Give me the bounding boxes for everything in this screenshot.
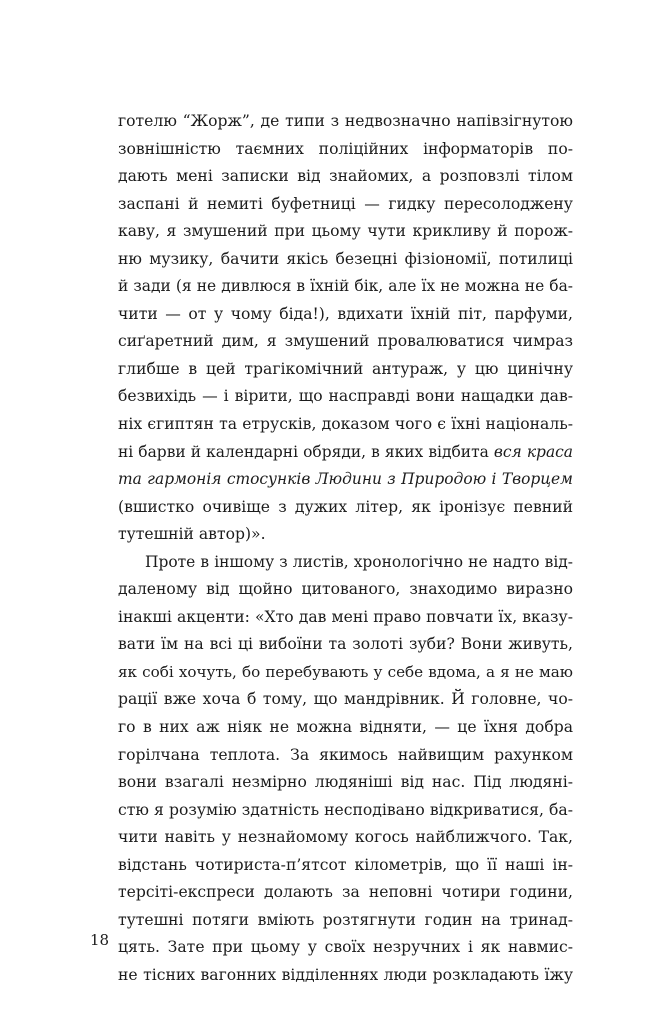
text-line [118,356,573,384]
text-run: як собі хочуть, бо перебувають у себе вдома, а я не маю [118,662,573,681]
text-run: зовнішністю таємних поліційних інформаторів по- [118,139,573,158]
text-run: горілчана теплота. За якимось найвищим рахунком [118,745,573,764]
text-run: ні барви й календарні обряди, в яких відбита [118,442,494,461]
text-line [118,411,573,439]
text-run: тутешній автор)». [118,525,266,544]
text-line [118,797,573,825]
text-line [118,383,573,411]
text-run: безвихідь — і вірити, що насправді вони нащадки дав- [118,387,573,406]
text-line [118,659,573,687]
text-line [118,852,573,880]
text-line [118,191,573,219]
text-run: ню музику, бачити якісь безецні фізіономії, потилиці [118,249,573,268]
text-line [118,934,573,962]
text-run: даленому від щойно цитованого, знаходимо виразно [118,580,573,599]
text-run: Проте в іншому з листів, хронологічно не надто від- [145,552,573,571]
text-run: тутешні потяги вміють розтягнути годин на тринад- [118,910,573,929]
page-number: 18 [90,931,110,949]
text-run: стю я розумію здатність несподівано відкриватися, ба- [118,800,573,819]
text-line [118,466,573,494]
italic-text-run: вся краса [493,442,573,461]
text-run: чити навіть у незнайомому когось найближчого. Так, [118,828,573,847]
text-run: сиґаретний дим, я змушений провалюватися чимраз [118,332,573,351]
text-run: го в них аж ніяк не можна відняти, — це їхня добра [118,718,573,737]
text-line [118,108,573,136]
italic-text-run: та гармонія стосунків Людини з Природою і Творцем [118,470,573,489]
text-run: дають мені записки від знайомих, а розповзлі тілом [118,167,573,186]
text-line [118,439,573,467]
text-line [118,907,573,935]
text-run: (вшистко очивіще з дужих літер, як іронізує певний [118,497,573,516]
text-run: цять. Зате при цьому у своїх незручних і як навмис- [118,938,573,957]
text-line [118,218,573,246]
text-run: чити — от у чому біда!), вдихати їхній піт, парфуми, [118,304,573,323]
text-run: глибше в цей трагікомічний антураж, у цю цинічну [118,359,573,378]
text-run: вати їм на всі ці вибоїни та золоті зуби? Вони живуть, [118,635,573,654]
text-line [118,549,573,577]
text-line [118,714,573,742]
text-run: готелю “Жорж”, де типи з недвозначно напівзігнутою [118,112,573,130]
text-run: відстань чотириста-п’ятсот кілометрів, що її наші ін- [118,855,573,874]
text-line [118,273,573,301]
text-line [118,824,573,852]
text-run: інакші акценти: «Хто дав мені право повчати їх, вказу- [118,607,573,626]
text-run: заспані й немиті буфетниці — гидку пересолоджену [118,194,573,213]
text-line [118,246,573,274]
text-line [118,962,573,990]
text-run: ніх єгиптян та етрусків, доказом чого є їхні національ- [118,415,573,434]
text-run: рації вже хоча б тому, що мандрівник. Й головне, чо- [118,690,573,709]
text-line [118,136,573,164]
text-line [118,521,573,549]
text-line [118,576,573,604]
text-line [118,604,573,632]
text-line [118,686,573,714]
text-line [118,769,573,797]
body-text [118,108,573,990]
text-line [118,742,573,770]
text-line [118,328,573,356]
text-run: вони взагалі незмірно людяніші від нас. Під людяні- [118,773,573,792]
text-run: не тісних вагонних відділеннях люди розкладають їжу [118,965,573,984]
text-line [118,879,573,907]
text-line [118,301,573,329]
text-line [118,631,573,659]
text-run: й зади (я не дивлюся в їхній бік, але їх не можна не ба- [118,277,573,296]
text-line [118,163,573,191]
text-run: каву, я змушений при цьому чути крикливу й порож- [118,222,573,241]
text-run: терсіті-експреси долають за неповні чотири години, [118,883,573,902]
text-line [118,494,573,522]
